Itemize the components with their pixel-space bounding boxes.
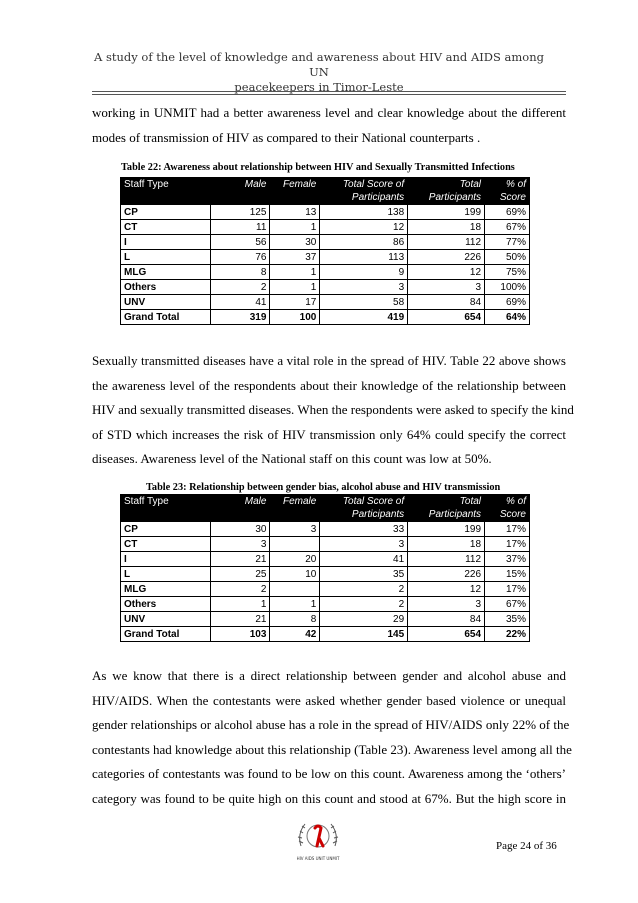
table-cell: 84 [408, 295, 485, 310]
table-cell: 3 [408, 597, 485, 612]
text-line: categories of contestants was found to be low on this count. Awareness among the ‘others’ [92, 766, 566, 781]
table-cell: 77% [485, 235, 530, 250]
table-row [121, 280, 530, 295]
col-header-male: Male [210, 178, 270, 205]
table-header-row [121, 178, 530, 205]
table-cell: 3 [210, 537, 270, 552]
table-cell: 13 [270, 205, 320, 220]
table-row [121, 612, 530, 627]
table-cell: 12 [320, 220, 408, 235]
row-label-cell: CT [121, 220, 211, 235]
table-cell: 654 [408, 310, 485, 325]
table-cell: 654 [408, 627, 485, 642]
row-label-cell: Others [121, 280, 211, 295]
table-row [121, 295, 530, 310]
table-cell: 1 [270, 597, 320, 612]
table-cell: 37% [485, 552, 530, 567]
table-cell: 17 [270, 295, 320, 310]
table-cell: 3 [320, 537, 408, 552]
table-row [121, 310, 530, 325]
table-cell: 103 [210, 627, 270, 642]
text-line: contestants had knowledge about this relationship (Table 23). Awareness level among all the [92, 741, 572, 757]
header-line-1: A study of the level of knowledge and awareness about HIV and AIDS among UN [94, 50, 544, 79]
table-cell: 20 [270, 552, 320, 567]
table-cell: 10 [270, 567, 320, 582]
row-label-cell: L [121, 250, 211, 265]
table-cell: 75% [485, 265, 530, 280]
table-cell: 17% [485, 522, 530, 537]
table-row [121, 265, 530, 280]
table-cell: 199 [408, 522, 485, 537]
table-cell: 33 [320, 522, 408, 537]
text-line: diseases. Awareness level of the National staff on this count was low at 50%. [92, 451, 492, 466]
table-cell: 2 [320, 597, 408, 612]
table-cell: 21 [210, 612, 270, 627]
table-cell: 3 [320, 280, 408, 295]
table-header-row [121, 495, 530, 522]
table-cell: 419 [320, 310, 408, 325]
table-cell: 1 [270, 280, 320, 295]
table-cell: 8 [270, 612, 320, 627]
table-cell: 17% [485, 537, 530, 552]
row-label-cell: CP [121, 522, 211, 537]
table-cell: 37 [270, 250, 320, 265]
table-cell: 1 [210, 597, 270, 612]
row-label-cell: L [121, 567, 211, 582]
paragraph-gender [92, 664, 572, 811]
table-cell: 35 [320, 567, 408, 582]
table-cell: 56 [210, 235, 270, 250]
header-line-2: peacekeepers in Timor-Leste [234, 80, 404, 94]
table-cell: 145 [320, 627, 408, 642]
row-label-cell: MLG [121, 265, 211, 280]
col-header-female: Female [270, 178, 320, 205]
table-row [121, 235, 530, 250]
table-cell: 21 [210, 552, 270, 567]
table-cell: 50% [485, 250, 530, 265]
table-cell: 9 [320, 265, 408, 280]
table-cell: 100% [485, 280, 530, 295]
table-cell: 125 [210, 205, 270, 220]
col-header-total-score: Total Score of Participants [320, 178, 408, 205]
text-line: Sexually transmitted diseases have a vital role in the spread of HIV. Table 22 above shows [92, 353, 566, 368]
table-cell: 18 [408, 220, 485, 235]
table-cell: 2 [210, 582, 270, 597]
table-cell: 112 [408, 235, 485, 250]
table-cell: 1 [270, 265, 320, 280]
table-cell: 112 [408, 552, 485, 567]
table-cell: 12 [408, 265, 485, 280]
running-header [92, 50, 546, 95]
table-cell: 29 [320, 612, 408, 627]
col-header-percent-score: % of Score [485, 178, 530, 205]
row-label-cell: CT [121, 537, 211, 552]
table-cell: 30 [270, 235, 320, 250]
paragraph-std [92, 349, 574, 472]
table-cell: 42 [270, 627, 320, 642]
table-cell: 25 [210, 567, 270, 582]
table-row [121, 567, 530, 582]
table-cell: 319 [210, 310, 270, 325]
table-cell: 30 [210, 522, 270, 537]
table-cell: 86 [320, 235, 408, 250]
table-row [121, 537, 530, 552]
table-cell: 138 [320, 205, 408, 220]
table-cell: 41 [210, 295, 270, 310]
table-cell: 11 [210, 220, 270, 235]
col-header-male: Male [210, 495, 270, 522]
row-label-cell: Grand Total [121, 310, 211, 325]
table-row [121, 220, 530, 235]
text-line: HIV/AIDS. When the contestants were asked whether gender based violence or unequal [92, 692, 566, 708]
text-line: working in UNMIT had a better awareness level and clear knowledge about the different [92, 105, 566, 120]
table-cell: 100 [270, 310, 320, 325]
table-cell: 41 [320, 552, 408, 567]
table-cell: 69% [485, 295, 530, 310]
row-label-cell: MLG [121, 582, 211, 597]
table-22-caption: Table 22: Awareness about relationship between HIV and Sexually Transmitted Infections [121, 162, 515, 173]
table-cell: 69% [485, 205, 530, 220]
table-cell: 1 [270, 220, 320, 235]
table-cell: 58 [320, 295, 408, 310]
table-cell: 76 [210, 250, 270, 265]
table-cell: 17% [485, 582, 530, 597]
table-cell: 226 [408, 567, 485, 582]
col-header-female: Female [270, 495, 320, 522]
table-cell [270, 537, 320, 552]
text-line: the awareness level of the respondents about their knowledge of the relationship between [92, 377, 566, 393]
text-line: modes of transmission of HIV as compared to their National counterparts . [92, 129, 481, 145]
table-cell: 2 [320, 582, 408, 597]
unmit-hiv-aids-logo [293, 816, 343, 872]
col-header-total-participants: Total Participants [408, 178, 485, 205]
table-row [121, 582, 530, 597]
text-line: of STD which increases the risk of HIV transmission only 64% could specify the correct [92, 426, 566, 442]
page-number: Page 24 of 36 [496, 840, 557, 852]
logo-text: HIV AIDS UNIT UNMIT [296, 856, 340, 861]
table-cell: 2 [210, 280, 270, 295]
col-header-staff-type: Staff Type [121, 495, 211, 522]
table-cell: 18 [408, 537, 485, 552]
table-row [121, 205, 530, 220]
table-row [121, 250, 530, 265]
text-line: As we know that there is a direct relationship between gender and alcohol abuse and [92, 668, 566, 683]
paragraph-intro [92, 101, 566, 150]
row-label-cell: Others [121, 597, 211, 612]
col-header-total-participants: Total Participants [408, 495, 485, 522]
table-cell: 22% [485, 627, 530, 642]
row-label-cell: UNV [121, 612, 211, 627]
table-cell: 35% [485, 612, 530, 627]
table-cell: 199 [408, 205, 485, 220]
table-row [121, 522, 530, 537]
col-header-staff-type: Staff Type [121, 178, 211, 205]
table-row [121, 597, 530, 612]
row-label-cell: I [121, 552, 211, 567]
table-23-caption: Table 23: Relationship between gender bias, alcohol abuse and HIV transmission [146, 482, 501, 493]
row-label-cell: I [121, 235, 211, 250]
table-row [121, 552, 530, 567]
col-header-percent-score: % of Score [485, 495, 530, 522]
table-cell: 84 [408, 612, 485, 627]
table-cell: 226 [408, 250, 485, 265]
text-line: category was found to be quite high on this count and stood at 67%. But the high score in [92, 790, 566, 806]
text-line: gender relationships or alcohol abuse has a role in the spread of HIV/AIDS only 22% of the [92, 717, 570, 732]
table-cell: 113 [320, 250, 408, 265]
table-row [121, 627, 530, 642]
table-cell: 67% [485, 220, 530, 235]
table-cell: 64% [485, 310, 530, 325]
text-line: HIV and sexually transmitted diseases. When the respondents were asked to specify the kind [92, 402, 574, 417]
table-22 [120, 177, 530, 325]
row-label-cell: UNV [121, 295, 211, 310]
table-23 [120, 494, 530, 642]
table-cell: 67% [485, 597, 530, 612]
table-cell: 12 [408, 582, 485, 597]
table-cell: 3 [270, 522, 320, 537]
table-cell: 8 [210, 265, 270, 280]
row-label-cell: CP [121, 205, 211, 220]
table-cell [270, 582, 320, 597]
header-rule [92, 91, 566, 95]
table-cell: 15% [485, 567, 530, 582]
row-label-cell: Grand Total [121, 627, 211, 642]
table-cell: 3 [408, 280, 485, 295]
col-header-total-score: Total Score of Participants [320, 495, 408, 522]
